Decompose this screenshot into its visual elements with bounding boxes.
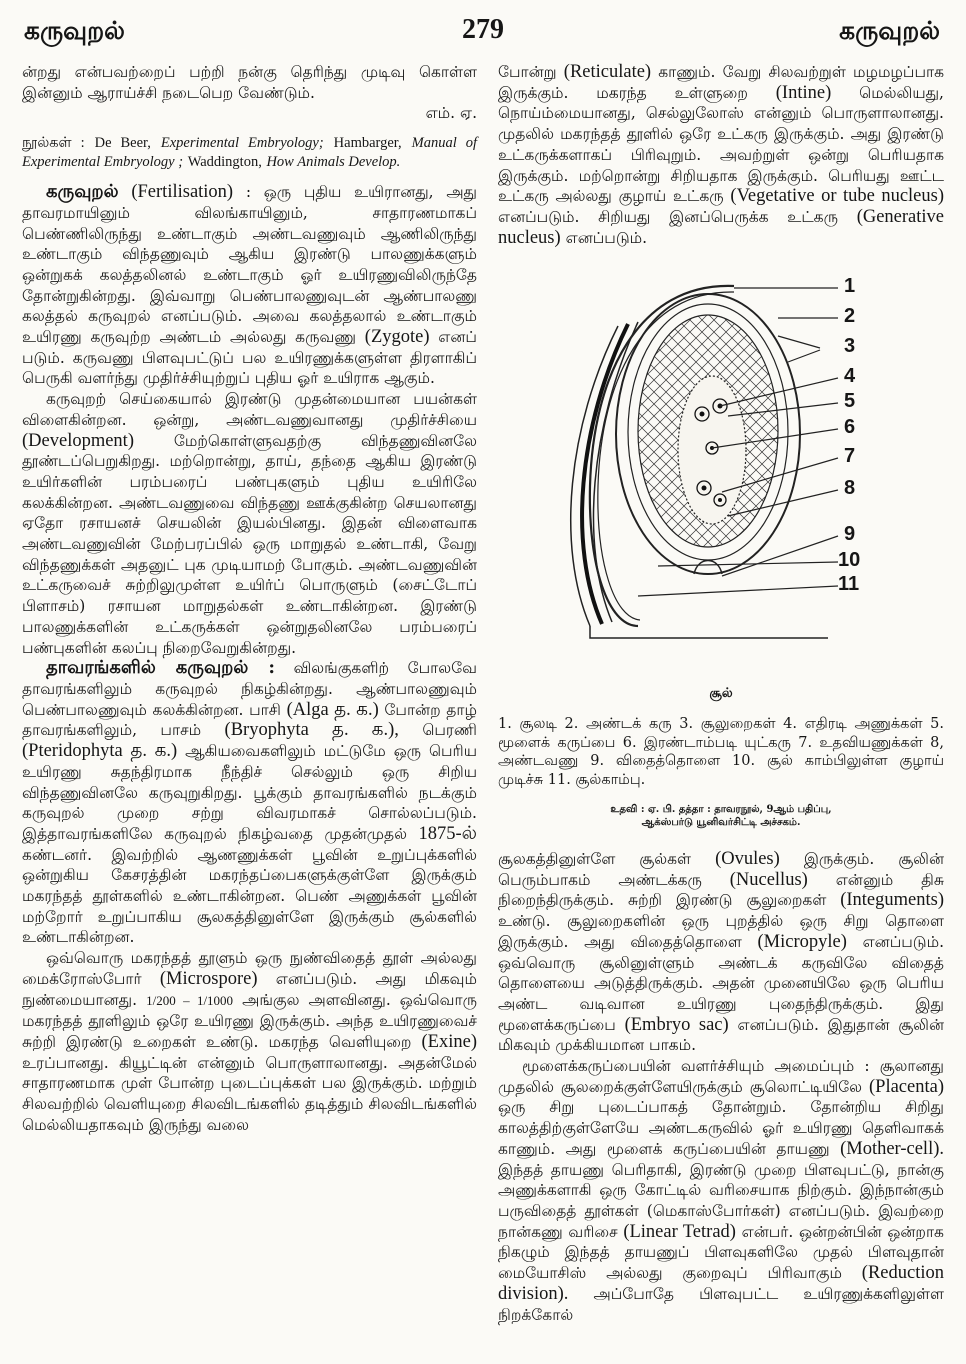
running-head-left: கருவுறல் [24, 16, 125, 45]
page-header [0, 0, 966, 56]
left-column [22, 62, 477, 1135]
paragraph-embryo-sac: மூளைக்கருப்பையின் வளர்ச்சியும் அமைப்பும் : சூலானது முதலில் சூலறைக்குள்ளேயிருக்கும் சூலொட்டியிலே (Placenta) ஒரு சிறு புடைப்பாகத் தோன்றும். தோன்றிய சிறிது காலத்திற்குள்ளேயே அண்டகருவில் ஓர் உயிரணு தெளிவாகக் காணும். அது மூளைக் கருப்பையின் தாயணு (Mother-cell). இந்தத் தாயணு பெரிதாகி, இரண்டு முறை பிளவுபட்டு, நான்கு அணுக்களாகி ஒரு கோட்டில் வரிசையாக நிற்கும். இந்நான்கும் பருவிதைத் தூள்கள் (மெகாஸ்போர்கள்) எனப்படும். இவற்றை நான்கணு வரிசை (Linear Tetrad) என்பர். ஒன்றன்பின் ஒன்றாக நிகழும் இந்தத் தாயணுப் பிளவுகளிலே முதல் பிளவுதான் மையோசிஸ் அல்லது குறைவுப் பிரிவாகும் (Reduction division). அப்போதே பிளவுபட்ட உயிரணுக்களிலுள்ள நிறக்கோல் [498, 1057, 944, 1324]
callout-4: 4 [844, 365, 856, 388]
callout-5: 5 [844, 390, 856, 413]
figure-credit: உதவி : ஏ. பி. தத்தா : தாவரநூல், 9ஆம் பதிப்பு, ஆக்ஸ்பர்டு யூனிவர்சிட்டி அச்சகம். [610, 804, 832, 829]
continued-paragraph: ன்றது என்பவற்றைப் பற்றி நன்கு தெரிந்து முடிவு கொள்ள இன்னும் ஆராய்ச்சி நடைபெற வேண்டும். [22, 63, 477, 102]
running-head-right: கருவுறல் [839, 16, 940, 45]
ovule-figure [498, 266, 944, 684]
funicle [571, 326, 618, 626]
references: நூல்கள் : De Beer, Experimental Embryology; Hambarger, Manual of Experimental Embryology ; Waddington, How Animals Develop. [22, 135, 478, 171]
paragraph-intine: போன்று (Reticulate) காணும். வேறு சிலவற்றுள் மழமழப்பாக இருக்கும். மகரந்த உள்ளுறை (Intine) மெல்லியது, நொய்ம்மையானது, செல்லுலோஸ் என்னும் பொருளாலானது. முதலில் மகரந்தத் தூளில் ஒரே உட்கரு இருக்கும். அது இரண்டு உட்கருக்களாகப் பிரிவுறும். அவற்றுள் ஒன்று பெரியதாக இருக்கும். மற்றொன்று சிறியதாக இருக்கும். பெரியது ஊட்ட உட்கரு அல்லது குழாய் உட்கரு (Vegetative or tube nucleus) எனப்படும். சிறியது இனப்பெருக்க உட்கரு (Generative nucleus) எனப்படும். [498, 62, 944, 248]
paragraph-pollen: ஒவ்வொரு மகரந்தத் தூளும் ஒரு நுண்விதைத் தூள் அல்லது மைக்ரோஸ்போர் (Microspore) எனப்படும். அது மிகவும் நுண்மையானது. 1/200 – 1/1000 அங்குல அளவினது. ஒவ்வொரு மகரந்தத் தூளிலும் ஒரே உயிரணு இருக்கும். அந்த உயிரணுவைச் சுற்றி இரண்டு உறைகள் உண்டு. மகரந்த வெளியுறை (Exine) உரப்பானது. கியூட்டின் என்னும் பொருளாலானது. அதன்மேல் சாதாரணமாக முள் போன்ற புடைப்புக்கள் பல இருக்கும். மற்றும் சிலவற்றில் வெளியுறை சிலவிடங்களில் தடித்தும் சிலவிடங்களில் மெல்லியதாகவும் இருந்து வலை [22, 949, 477, 1134]
callout-8: 8 [844, 477, 856, 500]
callout-7: 7 [844, 445, 856, 468]
callout-10: 10 [838, 549, 861, 572]
paragraph-plants: தாவரங்களில் கருவுறல் : விலங்குகளிற் போலவே தாவரங்களிலும் கருவுறல் நிகழ்கின்றது. ஆண்பாலணுவும் பெண்பாலணுவும் கலக்கின்றன. பாசி (Alga த. க.) போன்ற தாழ் தாவரங்களிலும், பாசம் (Bryophyta த. க.), பெரணி (Pteridophyta த. க.) ஆகியவைகளிலும் மட்டுமே ஒரு பெரிய உயிரணு சுதந்திரமாக நீந்திச் செல்லும் ஒரு சிறிய விந்தணுவினலே கருவுறுகிறது. பூக்கும் தாவரங்களில் நடக்கும் கருவுறல் முறை சற்று விவரமாகச் சொல்லப்படும். இத்தாவரங்களிலே கருவுறல் நிகழ்வதை முதன்முதல் 1875-ல் கண்டனர். இவற்றில் ஆணணுக்கள் பூவின் உறுப்புக்களில் ஒன்றுகிய கேசரத்தின் மகரந்தப்பைகளுக்குள்ளே இருக்கும் மகரந்தத் தூள்களில் உண்டாகின்றன. பெண் அணுக்கள் பூவின் மற்றோர் உறுப்பாகிய சூலகத்தினுள்ளே இருக்கும் சூல்களில் உண்டாகின்றன. [22, 657, 477, 947]
callout-9: 9 [844, 523, 856, 546]
callout-3: 3 [844, 335, 856, 358]
author-signature: எம். ஏ. [425, 104, 477, 123]
entry-paragraph: கருவுறல் (Fertilisation) : ஒரு புதிய உயிரானது, அது தாவரமாயினும் விலங்காயினும், சாதாரணமாகப் பெண்ணிலிருந்து உண்டாகும் அண்டவணுவும் ஆணிலிருந்து உண்டாகும் விந்தணுவும் ஆகிய இரண்டு பாலணுக்களும் ஒன்றுகக் கலத்தலினல் உண்டாகும் ஓர் உயிரணுவிலிருந்தே தோன்றுகின்றது. இவ்வாறு பெண்பாலணுவுடன் ஆண்பாலணு கலத்தல் கருவுறல் எனப்படும். அவை கலத்தலால் உண்டாகும் உயிரணு கருவுற்ற அண்டம் அல்லது கருவணு (Zygote) எனப் படும். கருவணு பிளவுபட்டுப் பல உயிரணுக்களுள்ள திரளாகிப் பெருகி வளர்ந்து முதிர்ச்சியுற்றுப் புதிய ஓர் உயிராக ஆகும். [22, 181, 477, 388]
refs-label: நூல்கள் : [22, 135, 85, 152]
subheading-plants: தாவரங்களில் கருவுறல் : [46, 657, 275, 679]
page-number: 279 [462, 14, 504, 45]
callout-1: 1 [844, 275, 856, 298]
figure-title: சூல் [709, 686, 733, 702]
size-fraction: 1/200 – 1/1000 [146, 992, 234, 1008]
callout-2: 2 [844, 305, 856, 328]
ovule-diagram [498, 266, 944, 684]
right-column [498, 62, 944, 1325]
entry-heading: கருவுறல் [46, 181, 119, 203]
figure-legend: 1. சூலடி 2. அண்டக் கரு 3. சூலுறைகள் 4. எதிரடி அணுக்கள் 5. மூளைக் கருப்பை 6. இரண்டாம்படி யுட்கரு 7. உதவியணுக்கள் 8, அண்டவணு 9. விதைத்தொளை 10. சூல் காம்பிலுள்ள குழாய் முடிச்சு 11. சூல்காம்பு. [498, 716, 944, 788]
micropyle [694, 561, 722, 575]
callout-11: 11 [838, 573, 860, 596]
paragraph-ovules: சூலகத்தினுள்ளே சூல்கள் (Ovules) இருக்கும். சூலின் பெரும்பாகம் அண்டக்கரு (Nucellus) என்னும் திசு நிறைந்திருக்கும். சுற்றி இரண்டு சூலுறைகள் (Integuments) உண்டு. சூலுறைகளின் ஒரு புறத்தில் ஒரு சிறு தொளை இருக்கும். அது விதைத்தொளை (Micropyle) எனப்படும். ஒவ்வொரு சூலினுள்ளும் அண்டக் கருவிலே விதைத் தொளையை அடுத்திருக்கும். அதன் முனையிலே ஒரு பெரிய அண்ட வடிவான உயிரணு புதைந்திருக்கும். இது மூளைக்கருப்பை (Embryo sac) எனப்படும். இதுதான் சூலின் மிகவும் முக்கியமான பாகம். [498, 849, 944, 1055]
callout-6: 6 [844, 416, 856, 439]
paragraph-results: கருவுறற் செய்கையால் இரண்டு முதன்மையான பயன்கள் விளைகின்றன. ஒன்று, அண்டவணுவானது முதிர்ச்சியை (Development) மேற்கொள்ளுவதற்கு விந்தணுவினலே தூண்டப்பெறுகிறது. மற்றொன்று, தாய், தந்தை ஆகிய இரண்டு உயிர்களின் பரம்பரைப் பண்புகளும் புதிய உயிரிலே கலக்கின்றன. அண்டவணுவை விந்தணு ஊக்குகின்ற செயலானது ஏதோ ரசாயனச் செயலின் இயல்பினது. இதன் விளைவாக அண்டவணுவின் மேற்பரப்பில் ஒரு மாறுதல் உண்டாகி, வேறு விந்தணுக்கள் அதனுட் புக முடியாமற் போகும். அண்டவணுவின் உட்கருவைச் சுற்றிலுமுள்ள உயிர்ப் பொருளும் (சைட்டோப் பிளாசம்) ரசாயன மாறுதல்கள் உண்டாகின்றன. இரண்டு பாலணுக்களின் உட்கருக்கள் ஒன்றுதலினலே பரம்பரைப் பண்புகளின் கலப்பு நிறைவேறுகின்றது. [22, 390, 477, 657]
